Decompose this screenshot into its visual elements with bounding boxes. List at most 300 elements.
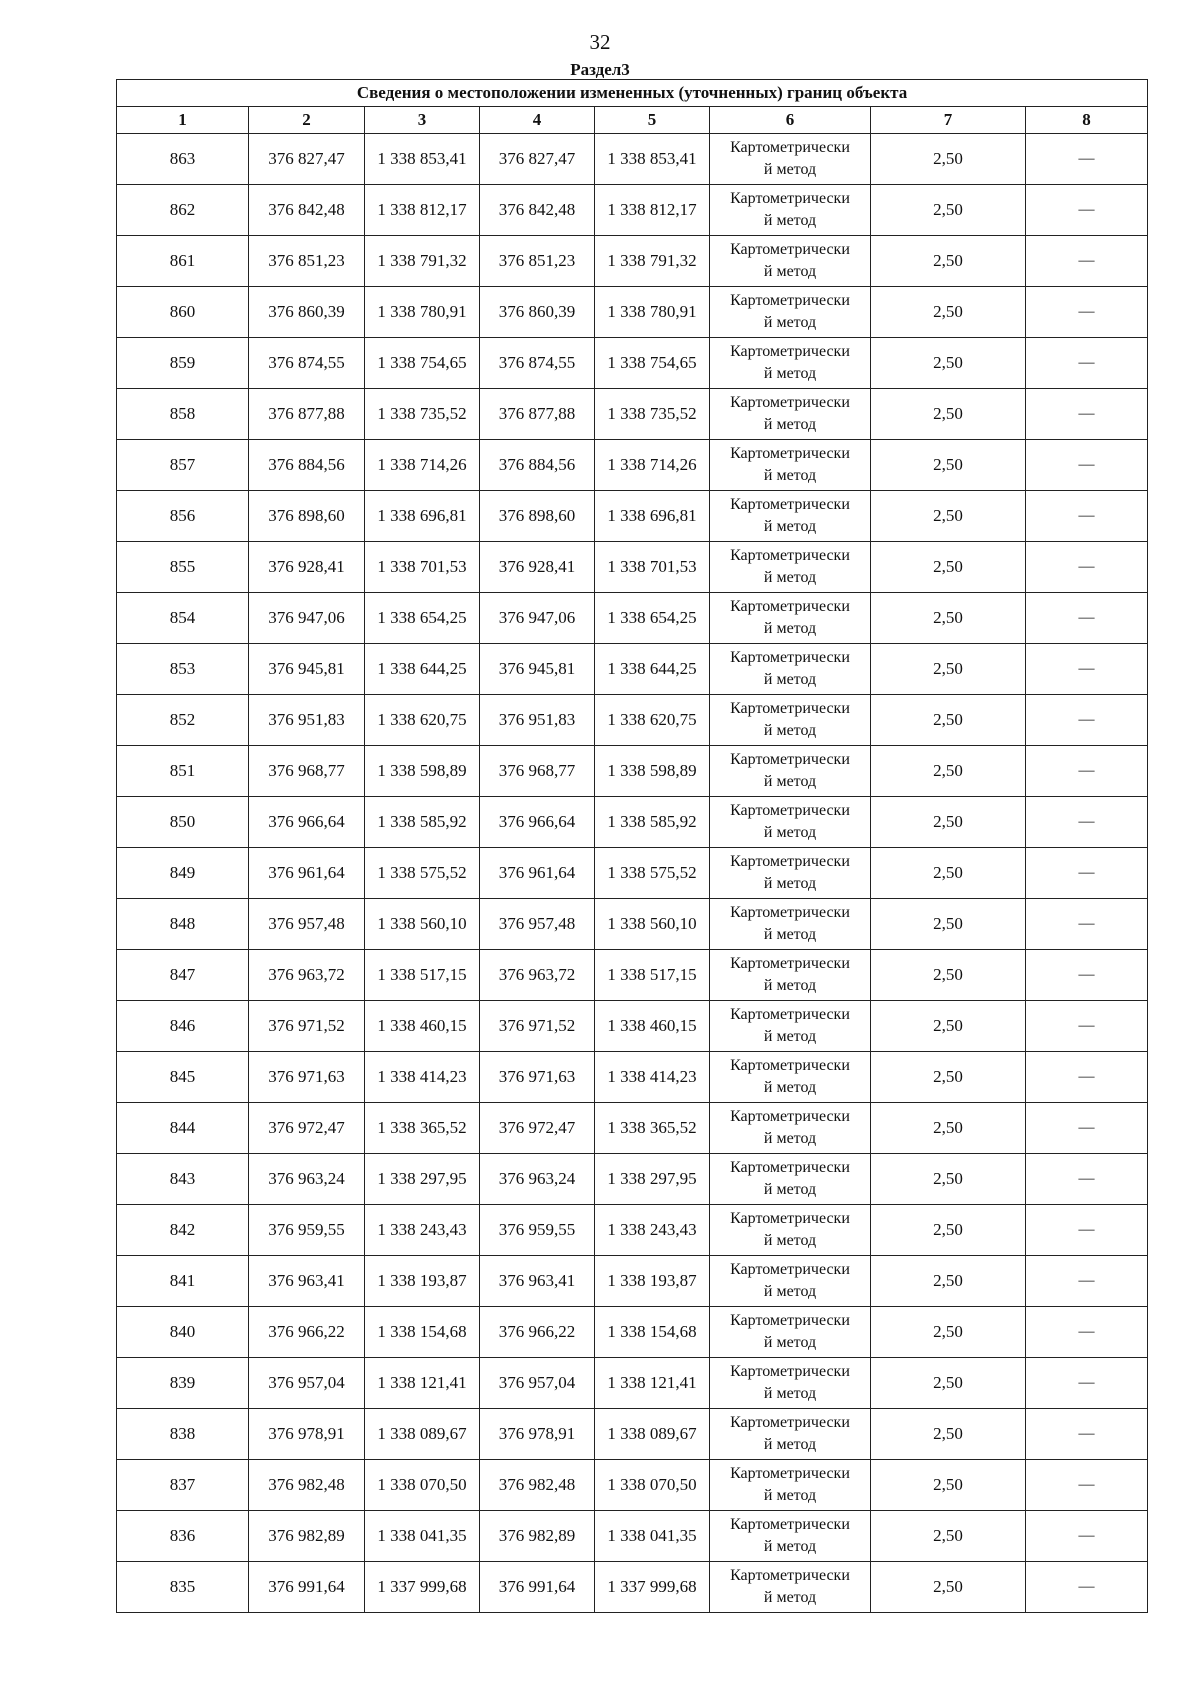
y-new-cell: 1 338 297,95	[595, 1154, 710, 1205]
y-old-cell: 1 338 070,50	[365, 1460, 480, 1511]
point-number-cell: 852	[117, 695, 249, 746]
table-row	[117, 950, 1148, 1001]
note-cell: —	[1026, 1052, 1148, 1103]
note-cell: —	[1026, 1001, 1148, 1052]
y-new-cell: 1 338 735,52	[595, 389, 710, 440]
method-line: й метод	[763, 365, 817, 382]
note-cell: —	[1026, 1358, 1148, 1409]
note-cell: —	[1026, 746, 1148, 797]
column-number: 7	[871, 107, 1026, 134]
x-old-cell: 376 971,63	[249, 1052, 365, 1103]
x-new-cell: 376 957,04	[480, 1358, 595, 1409]
point-number-cell: 841	[117, 1256, 249, 1307]
x-new-cell: 376 874,55	[480, 338, 595, 389]
y-new-cell: 1 338 696,81	[595, 491, 710, 542]
method-cell	[710, 185, 871, 236]
method-cell	[710, 797, 871, 848]
table-caption: Сведения о местоположении измененных (уточненных) границ объекта	[117, 80, 1148, 107]
point-number-cell: 850	[117, 797, 249, 848]
note-cell: —	[1026, 1460, 1148, 1511]
table-row	[117, 848, 1148, 899]
point-number-cell: 845	[117, 1052, 249, 1103]
y-new-cell: 1 338 780,91	[595, 287, 710, 338]
y-new-cell: 1 338 701,53	[595, 542, 710, 593]
method-cell	[710, 593, 871, 644]
accuracy-cell: 2,50	[871, 695, 1026, 746]
method-line: й метод	[763, 1538, 817, 1555]
method-cell	[710, 338, 871, 389]
accuracy-cell: 2,50	[871, 389, 1026, 440]
point-number-cell: 846	[117, 1001, 249, 1052]
x-old-cell: 376 842,48	[249, 185, 365, 236]
point-number-cell: 847	[117, 950, 249, 1001]
method-line: Картометрически	[730, 445, 850, 462]
table-row	[117, 185, 1148, 236]
x-new-cell: 376 978,91	[480, 1409, 595, 1460]
y-new-cell: 1 338 365,52	[595, 1103, 710, 1154]
accuracy-cell: 2,50	[871, 1409, 1026, 1460]
y-new-cell: 1 338 121,41	[595, 1358, 710, 1409]
table-row	[117, 338, 1148, 389]
method-cell	[710, 644, 871, 695]
method-cell	[710, 1052, 871, 1103]
x-new-cell: 376 827,47	[480, 134, 595, 185]
note-cell: —	[1026, 1154, 1148, 1205]
note-cell: —	[1026, 797, 1148, 848]
y-old-cell: 1 337 999,68	[365, 1562, 480, 1613]
y-old-cell: 1 338 644,25	[365, 644, 480, 695]
y-new-cell: 1 338 041,35	[595, 1511, 710, 1562]
x-new-cell: 376 982,89	[480, 1511, 595, 1562]
x-new-cell: 376 963,41	[480, 1256, 595, 1307]
point-number-cell: 849	[117, 848, 249, 899]
method-line: й метод	[763, 977, 817, 994]
column-number: 3	[365, 107, 480, 134]
x-new-cell: 376 877,88	[480, 389, 595, 440]
method-line: Картометрически	[730, 1312, 850, 1329]
column-number: 8	[1026, 107, 1148, 134]
x-old-cell: 376 971,52	[249, 1001, 365, 1052]
x-old-cell: 376 877,88	[249, 389, 365, 440]
x-old-cell: 376 827,47	[249, 134, 365, 185]
y-new-cell: 1 338 070,50	[595, 1460, 710, 1511]
y-new-cell: 1 338 714,26	[595, 440, 710, 491]
x-new-cell: 376 982,48	[480, 1460, 595, 1511]
point-number-cell: 837	[117, 1460, 249, 1511]
column-number: 1	[117, 107, 249, 134]
note-cell: —	[1026, 899, 1148, 950]
x-old-cell: 376 978,91	[249, 1409, 365, 1460]
method-cell	[710, 1307, 871, 1358]
method-line: Картометрически	[730, 190, 850, 207]
point-number-cell: 860	[117, 287, 249, 338]
note-cell: —	[1026, 1562, 1148, 1613]
method-cell	[710, 1460, 871, 1511]
y-new-cell: 1 337 999,68	[595, 1562, 710, 1613]
x-new-cell: 376 991,64	[480, 1562, 595, 1613]
y-old-cell: 1 338 243,43	[365, 1205, 480, 1256]
method-line: Картометрически	[730, 904, 850, 921]
method-line: й метод	[763, 569, 817, 586]
table-row	[117, 1307, 1148, 1358]
method-line: й метод	[763, 926, 817, 943]
method-cell	[710, 848, 871, 899]
x-old-cell: 376 991,64	[249, 1562, 365, 1613]
table-row	[117, 797, 1148, 848]
table-row	[117, 542, 1148, 593]
y-old-cell: 1 338 598,89	[365, 746, 480, 797]
y-new-cell: 1 338 154,68	[595, 1307, 710, 1358]
method-line: Картометрически	[730, 1006, 850, 1023]
method-line: Картометрически	[730, 1057, 850, 1074]
method-line: й метод	[763, 314, 817, 331]
table-row	[117, 1001, 1148, 1052]
table-row	[117, 236, 1148, 287]
x-old-cell: 376 957,48	[249, 899, 365, 950]
accuracy-cell: 2,50	[871, 1052, 1026, 1103]
table-row	[117, 440, 1148, 491]
method-cell	[710, 1103, 871, 1154]
x-old-cell: 376 898,60	[249, 491, 365, 542]
table-row	[117, 491, 1148, 542]
method-line: й метод	[763, 1028, 817, 1045]
method-line: Картометрически	[730, 802, 850, 819]
x-new-cell: 376 959,55	[480, 1205, 595, 1256]
method-line: Картометрически	[730, 139, 850, 156]
note-cell: —	[1026, 1307, 1148, 1358]
point-number-cell: 856	[117, 491, 249, 542]
table-row	[117, 746, 1148, 797]
accuracy-cell: 2,50	[871, 746, 1026, 797]
accuracy-cell: 2,50	[871, 491, 1026, 542]
section-label: Раздел3	[570, 60, 630, 79]
point-number-cell: 839	[117, 1358, 249, 1409]
x-old-cell: 376 966,22	[249, 1307, 365, 1358]
table-row	[117, 1409, 1148, 1460]
x-new-cell: 376 966,64	[480, 797, 595, 848]
accuracy-cell: 2,50	[871, 899, 1026, 950]
point-number-cell: 838	[117, 1409, 249, 1460]
method-cell	[710, 1358, 871, 1409]
accuracy-cell: 2,50	[871, 797, 1026, 848]
note-cell: —	[1026, 236, 1148, 287]
method-line: Картометрически	[730, 292, 850, 309]
x-new-cell: 376 972,47	[480, 1103, 595, 1154]
method-line: й метод	[763, 620, 817, 637]
method-line: й метод	[763, 1079, 817, 1096]
y-old-cell: 1 338 365,52	[365, 1103, 480, 1154]
note-cell: —	[1026, 287, 1148, 338]
method-line: Картометрически	[730, 700, 850, 717]
method-line: Картометрически	[730, 751, 850, 768]
y-old-cell: 1 338 193,87	[365, 1256, 480, 1307]
method-line: й метод	[763, 416, 817, 433]
method-line: й метод	[763, 518, 817, 535]
point-number-cell: 862	[117, 185, 249, 236]
accuracy-cell: 2,50	[871, 1103, 1026, 1154]
x-old-cell: 376 963,41	[249, 1256, 365, 1307]
method-cell	[710, 1562, 871, 1613]
note-cell: —	[1026, 695, 1148, 746]
y-old-cell: 1 338 041,35	[365, 1511, 480, 1562]
note-cell: —	[1026, 440, 1148, 491]
accuracy-cell: 2,50	[871, 440, 1026, 491]
table-row	[117, 1460, 1148, 1511]
method-cell	[710, 950, 871, 1001]
point-number-cell: 855	[117, 542, 249, 593]
method-cell	[710, 389, 871, 440]
y-new-cell: 1 338 853,41	[595, 134, 710, 185]
method-cell	[710, 899, 871, 950]
x-old-cell: 376 860,39	[249, 287, 365, 338]
note-cell: —	[1026, 338, 1148, 389]
table-row	[117, 1154, 1148, 1205]
method-cell	[710, 1256, 871, 1307]
x-old-cell: 376 961,64	[249, 848, 365, 899]
x-new-cell: 376 963,24	[480, 1154, 595, 1205]
x-new-cell: 376 860,39	[480, 287, 595, 338]
table-row	[117, 644, 1148, 695]
accuracy-cell: 2,50	[871, 185, 1026, 236]
method-cell	[710, 236, 871, 287]
method-line: й метод	[763, 824, 817, 841]
method-line: й метод	[763, 722, 817, 739]
method-cell	[710, 440, 871, 491]
x-old-cell: 376 959,55	[249, 1205, 365, 1256]
method-line: й метод	[763, 1436, 817, 1453]
point-number-cell: 843	[117, 1154, 249, 1205]
accuracy-cell: 2,50	[871, 1358, 1026, 1409]
accuracy-cell: 2,50	[871, 287, 1026, 338]
x-new-cell: 376 957,48	[480, 899, 595, 950]
note-cell: —	[1026, 1409, 1148, 1460]
x-old-cell: 376 947,06	[249, 593, 365, 644]
method-line: Картометрически	[730, 547, 850, 564]
method-line: Картометрически	[730, 241, 850, 258]
x-old-cell: 376 874,55	[249, 338, 365, 389]
y-new-cell: 1 338 460,15	[595, 1001, 710, 1052]
column-number: 5	[595, 107, 710, 134]
y-new-cell: 1 338 644,25	[595, 644, 710, 695]
point-number-cell: 842	[117, 1205, 249, 1256]
method-cell	[710, 695, 871, 746]
y-old-cell: 1 338 780,91	[365, 287, 480, 338]
method-line: й метод	[763, 212, 817, 229]
method-line: Картометрически	[730, 1210, 850, 1227]
x-old-cell: 376 972,47	[249, 1103, 365, 1154]
method-cell	[710, 1205, 871, 1256]
y-old-cell: 1 338 714,26	[365, 440, 480, 491]
x-new-cell: 376 968,77	[480, 746, 595, 797]
table-row	[117, 1358, 1148, 1409]
point-number-cell: 836	[117, 1511, 249, 1562]
y-new-cell: 1 338 754,65	[595, 338, 710, 389]
method-line: Картометрически	[730, 649, 850, 666]
x-new-cell: 376 928,41	[480, 542, 595, 593]
y-new-cell: 1 338 414,23	[595, 1052, 710, 1103]
method-cell	[710, 1154, 871, 1205]
point-number-cell: 851	[117, 746, 249, 797]
note-cell: —	[1026, 1205, 1148, 1256]
boundary-coordinates-table	[116, 79, 1148, 1613]
point-number-cell: 858	[117, 389, 249, 440]
method-line: й метод	[763, 1589, 817, 1606]
x-new-cell: 376 951,83	[480, 695, 595, 746]
method-cell	[710, 1001, 871, 1052]
y-old-cell: 1 338 853,41	[365, 134, 480, 185]
method-cell	[710, 134, 871, 185]
method-cell	[710, 1409, 871, 1460]
accuracy-cell: 2,50	[871, 134, 1026, 185]
method-line: й метод	[763, 1181, 817, 1198]
x-new-cell: 376 966,22	[480, 1307, 595, 1358]
note-cell: —	[1026, 542, 1148, 593]
x-old-cell: 376 957,04	[249, 1358, 365, 1409]
y-old-cell: 1 338 754,65	[365, 338, 480, 389]
accuracy-cell: 2,50	[871, 593, 1026, 644]
method-cell	[710, 1511, 871, 1562]
table-row	[117, 287, 1148, 338]
x-old-cell: 376 945,81	[249, 644, 365, 695]
x-new-cell: 376 842,48	[480, 185, 595, 236]
method-line: й метод	[763, 161, 817, 178]
method-line: й метод	[763, 1334, 817, 1351]
y-old-cell: 1 338 575,52	[365, 848, 480, 899]
x-new-cell: 376 971,52	[480, 1001, 595, 1052]
x-old-cell: 376 982,89	[249, 1511, 365, 1562]
x-new-cell: 376 898,60	[480, 491, 595, 542]
x-old-cell: 376 963,72	[249, 950, 365, 1001]
note-cell: —	[1026, 593, 1148, 644]
x-old-cell: 376 928,41	[249, 542, 365, 593]
x-old-cell: 376 884,56	[249, 440, 365, 491]
y-old-cell: 1 338 560,10	[365, 899, 480, 950]
method-line: Картометрически	[730, 1414, 850, 1431]
x-new-cell: 376 851,23	[480, 236, 595, 287]
method-line: й метод	[763, 467, 817, 484]
method-line: й метод	[763, 875, 817, 892]
note-cell: —	[1026, 1103, 1148, 1154]
note-cell: —	[1026, 185, 1148, 236]
method-line: й метод	[763, 1232, 817, 1249]
method-line: Картометрически	[730, 496, 850, 513]
y-old-cell: 1 338 701,53	[365, 542, 480, 593]
method-line: Картометрически	[730, 1516, 850, 1533]
y-new-cell: 1 338 791,32	[595, 236, 710, 287]
accuracy-cell: 2,50	[871, 1154, 1026, 1205]
point-number-cell: 840	[117, 1307, 249, 1358]
note-cell: —	[1026, 1256, 1148, 1307]
method-line: Картометрически	[730, 1567, 850, 1584]
table-row	[117, 1256, 1148, 1307]
x-old-cell: 376 951,83	[249, 695, 365, 746]
x-new-cell: 376 884,56	[480, 440, 595, 491]
page-number: 32	[589, 30, 611, 54]
point-number-cell: 857	[117, 440, 249, 491]
column-number: 6	[710, 107, 871, 134]
y-old-cell: 1 338 460,15	[365, 1001, 480, 1052]
point-number-cell: 848	[117, 899, 249, 950]
table-row	[117, 1562, 1148, 1613]
table-row	[117, 1103, 1148, 1154]
accuracy-cell: 2,50	[871, 1562, 1026, 1613]
table-row	[117, 134, 1148, 185]
y-old-cell: 1 338 089,67	[365, 1409, 480, 1460]
accuracy-cell: 2,50	[871, 542, 1026, 593]
method-cell	[710, 287, 871, 338]
method-line: Картометрически	[730, 1108, 850, 1125]
y-old-cell: 1 338 414,23	[365, 1052, 480, 1103]
method-line: й метод	[763, 773, 817, 790]
point-number-cell: 853	[117, 644, 249, 695]
note-cell: —	[1026, 491, 1148, 542]
y-old-cell: 1 338 812,17	[365, 185, 480, 236]
accuracy-cell: 2,50	[871, 848, 1026, 899]
method-line: Картометрически	[730, 598, 850, 615]
y-old-cell: 1 338 735,52	[365, 389, 480, 440]
y-new-cell: 1 338 812,17	[595, 185, 710, 236]
accuracy-cell: 2,50	[871, 950, 1026, 1001]
method-line: й метод	[763, 671, 817, 688]
y-old-cell: 1 338 791,32	[365, 236, 480, 287]
y-new-cell: 1 338 560,10	[595, 899, 710, 950]
method-line: Картометрически	[730, 955, 850, 972]
accuracy-cell: 2,50	[871, 338, 1026, 389]
method-line: Картометрически	[730, 1261, 850, 1278]
method-cell	[710, 542, 871, 593]
column-number: 4	[480, 107, 595, 134]
note-cell: —	[1026, 950, 1148, 1001]
column-number-row	[117, 107, 1148, 134]
x-new-cell: 376 961,64	[480, 848, 595, 899]
x-new-cell: 376 971,63	[480, 1052, 595, 1103]
x-new-cell: 376 947,06	[480, 593, 595, 644]
accuracy-cell: 2,50	[871, 1307, 1026, 1358]
x-new-cell: 376 963,72	[480, 950, 595, 1001]
point-number-cell: 861	[117, 236, 249, 287]
method-line: Картометрически	[730, 1363, 850, 1380]
method-cell	[710, 491, 871, 542]
method-cell	[710, 746, 871, 797]
y-new-cell: 1 338 575,52	[595, 848, 710, 899]
table-row	[117, 593, 1148, 644]
y-old-cell: 1 338 654,25	[365, 593, 480, 644]
x-new-cell: 376 945,81	[480, 644, 595, 695]
method-line: й метод	[763, 1487, 817, 1504]
x-old-cell: 376 963,24	[249, 1154, 365, 1205]
method-line: Картометрически	[730, 1465, 850, 1482]
point-number-cell: 835	[117, 1562, 249, 1613]
method-line: й метод	[763, 1283, 817, 1300]
x-old-cell: 376 968,77	[249, 746, 365, 797]
table-row	[117, 1511, 1148, 1562]
x-old-cell: 376 966,64	[249, 797, 365, 848]
accuracy-cell: 2,50	[871, 644, 1026, 695]
table-body	[117, 134, 1148, 1613]
y-new-cell: 1 338 243,43	[595, 1205, 710, 1256]
y-new-cell: 1 338 585,92	[595, 797, 710, 848]
note-cell: —	[1026, 389, 1148, 440]
table-row	[117, 695, 1148, 746]
point-number-cell: 844	[117, 1103, 249, 1154]
method-line: й метод	[763, 1130, 817, 1147]
point-number-cell: 859	[117, 338, 249, 389]
method-line: Картометрически	[730, 1159, 850, 1176]
note-cell: —	[1026, 644, 1148, 695]
note-cell: —	[1026, 134, 1148, 185]
y-new-cell: 1 338 654,25	[595, 593, 710, 644]
accuracy-cell: 2,50	[871, 1256, 1026, 1307]
